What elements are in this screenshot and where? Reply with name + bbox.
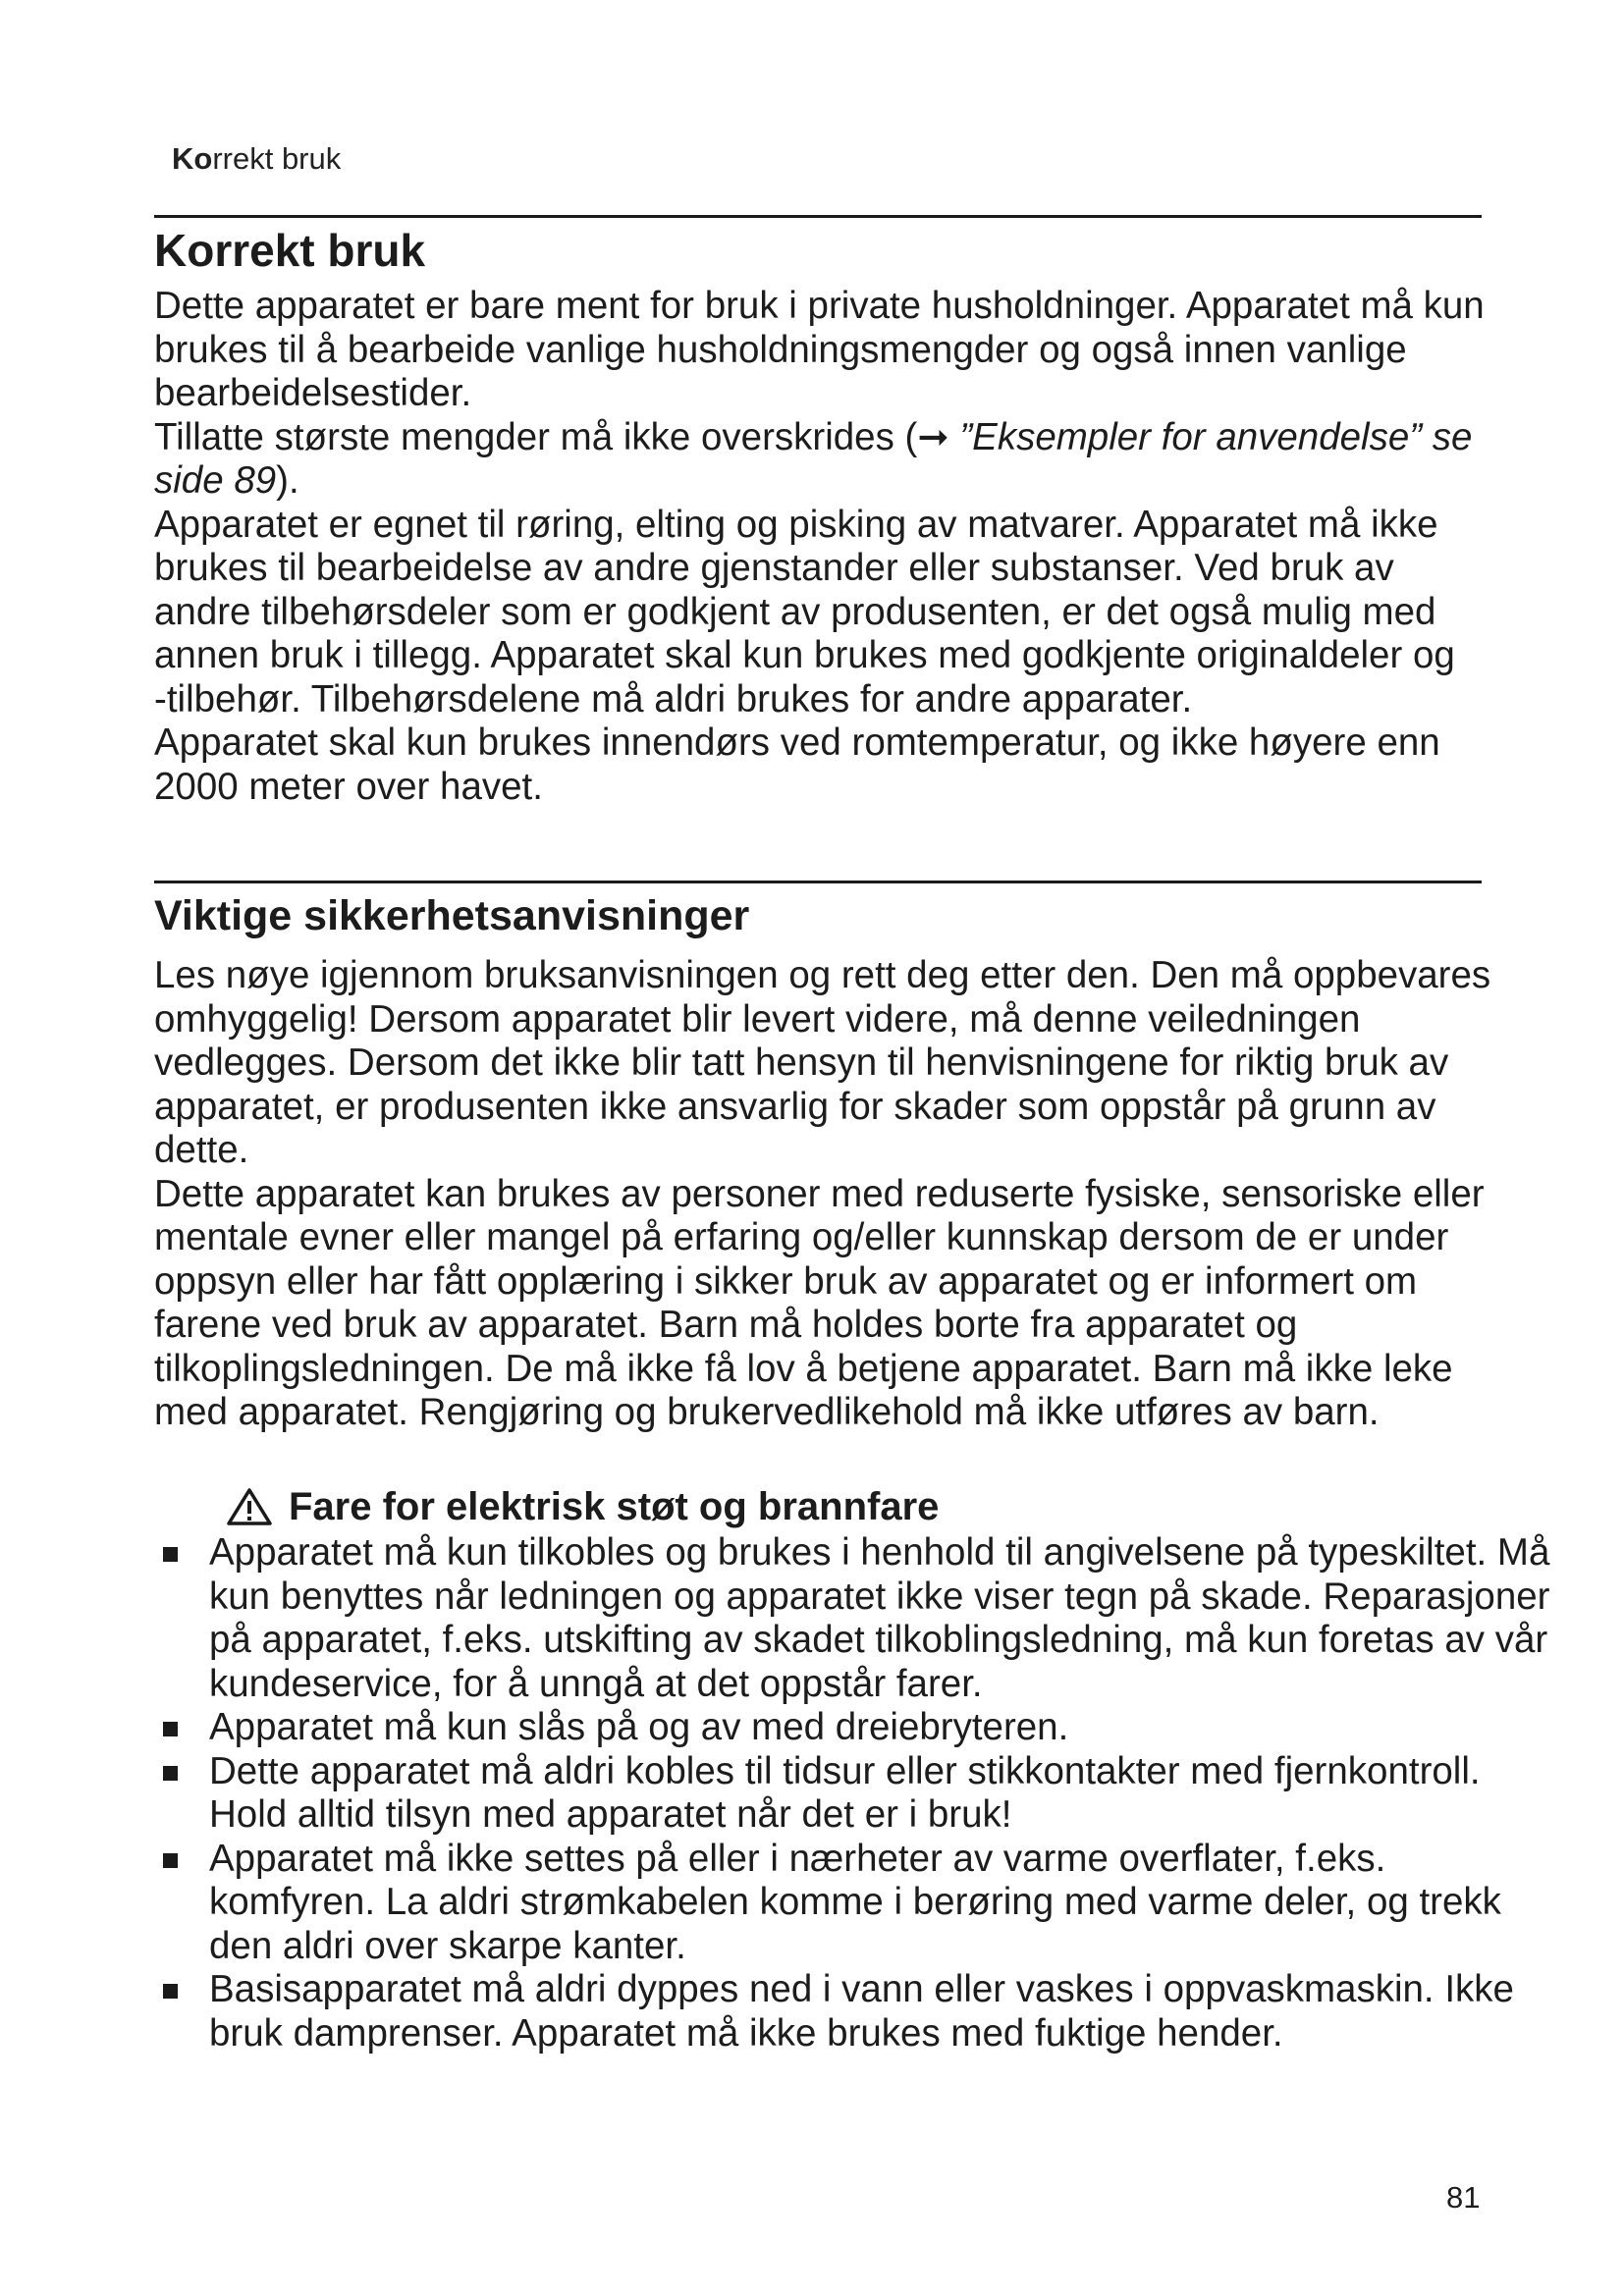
bullet-square-icon bbox=[163, 1766, 178, 1781]
list-item-text: Apparatet må ikke settes på eller i nærheter av varme overflater, f.eks. komfyren. La aldri strømkabelen komme i berøring med varme deler, og trekk den aldri over skarpe kanter. bbox=[209, 1837, 1501, 1967]
list-item-text: Apparatet må kun tilkobles og brukes i henhold til angivelsene på typeskiltet. Må kun benyttes når ledningen og apparatet ikke viser tegn på skade. Reparasjoner på apparatet, f.eks. utskifting av skadet tilkoblingsledning, må kun foretas av vår kundeservice, for å unngå at det oppstår farer. bbox=[209, 1531, 1550, 1705]
list-item bbox=[157, 1706, 1551, 1750]
paragraph: Dette apparatet kan brukes av personer med reduserte fysiske, sensoriske eller mentale evner eller mangel på erfaring og/eller kunnskap dersom de er under oppsyn eller har fått opplæring i sikker bruk av apparatet og er informert om farene ved bruk av apparatet. Barn må holdes borte fra apparatet og tilkoplingsledningen. De må ikke få lov å betjene apparatet. Barn må ikke leke med apparatet. Rengjøring og brukervedlikehold må ikke utføres av barn. bbox=[154, 1172, 1485, 1433]
bullet-square-icon bbox=[163, 1984, 178, 1999]
paragraph: Dette apparatet er bare ment for bruk i private husholdninger. Apparatet må kun brukes til å bearbeide vanlige husholdningsmengder og også innen vanlige bearbeidelsestider. bbox=[154, 285, 1485, 414]
text-fragment: ). bbox=[276, 459, 299, 502]
list-item-text: Dette apparatet må aldri kobles til tidsur eller stikkontakter med fjernkontroll. Hold alltid tilsyn med apparatet når det er i bruk! bbox=[209, 1749, 1481, 1836]
paragraph-quantities bbox=[154, 416, 1489, 504]
paragraph: Les nøye igjennom bruksanvisningen og rett deg etter den. Den må oppbevares omhyggelig! Dersom apparatet blir levert videre, må denne veiledningen vedlegges. Dersom det ikke blir tatt hensyn til henvisningene for riktig bruk av apparatet, er produsenten ikke ansvarlig for skader som oppstår på grunn av dette. bbox=[154, 954, 1491, 1171]
section-body-korrekt-bruk bbox=[154, 285, 1489, 809]
section-body-sikkerhet bbox=[154, 954, 1494, 1435]
arrow-right-icon: ➞ bbox=[917, 415, 949, 458]
section-divider bbox=[154, 881, 1482, 883]
warning-heading bbox=[226, 1487, 939, 1526]
warning-title: Fare for elektrisk støt og brannfare bbox=[289, 1485, 940, 1528]
list-item-text: Basisapparatet må aldri dyppes ned i vann eller vaskes i oppvaskmaskin. Ikke bruk damprenser. Apparatet må ikke brukes med fuktige hender. bbox=[209, 1968, 1514, 2055]
warning-triangle-icon bbox=[226, 1487, 273, 1526]
list-item-text: Apparatet må kun slås på og av med dreiebryteren. bbox=[209, 1706, 1069, 1748]
list-item bbox=[157, 1750, 1551, 1838]
bullet-square-icon bbox=[163, 1722, 178, 1736]
paragraph: Apparatet skal kun brukes innendørs ved romtemperatur, og ikke høyere enn 2000 meter over havet. bbox=[154, 721, 1440, 808]
cross-reference: ”Eksempler for anvendelse” se side 89 bbox=[154, 415, 1473, 502]
paragraph: Apparatet er egnet til røring, elting og pisking av matvarer. Apparatet må ikke brukes til bearbeidelse av andre gjenstander eller substanser. Ved bruk av andre tilbehørsdeler som er godkjent av produsenten, er det også mulig med annen bruk i tillegg. Apparatet skal kun brukes med godkjente originaldeler og ‑tilbehør. Tilbehørsdelene må aldri brukes for andre apparater. bbox=[154, 503, 1455, 721]
running-head-prefix: Ko bbox=[172, 141, 213, 176]
text-fragment: Tillatte største mengder må ikke overskrides ( bbox=[154, 415, 918, 458]
warning-list bbox=[157, 1531, 1551, 2056]
bullet-square-icon bbox=[163, 1547, 178, 1562]
bullet-square-icon bbox=[163, 1853, 178, 1868]
section-title-sikkerhet: Viktige sikkerhetsanvisninger bbox=[154, 892, 750, 939]
list-item bbox=[157, 1531, 1551, 1706]
running-head bbox=[172, 141, 341, 177]
running-head-rest: rrekt bruk bbox=[212, 141, 342, 176]
page-number: 81 bbox=[1446, 2180, 1481, 2215]
list-item bbox=[157, 1968, 1551, 2056]
list-item bbox=[157, 1838, 1551, 1969]
section-divider bbox=[154, 215, 1482, 218]
section-title-korrekt-bruk: Korrekt bruk bbox=[154, 225, 426, 276]
